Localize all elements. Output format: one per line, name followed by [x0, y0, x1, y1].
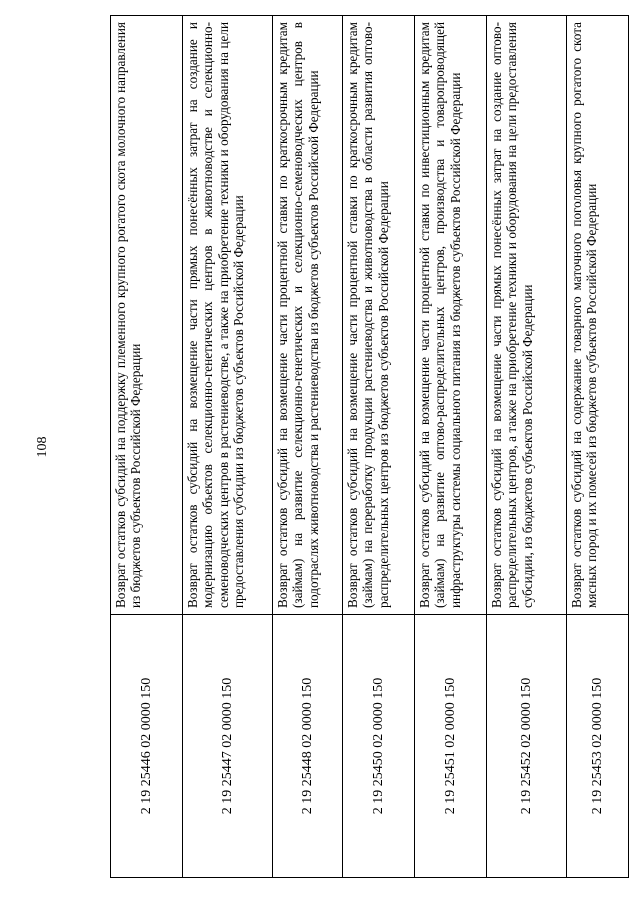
description-cell: Возврат остатков субсидий на возмещение части прямых понесённых затрат на создание и модернизацию объектов селекционно-генетических центров в животноводстве и селекционно-семеноводческих центров в растениеводстве, а также на приобретение техники и оборудования на цели предоставления субсидии из бюджетов субъектов Российской Федерации [183, 16, 273, 615]
budget-code-cell: 2 19 25450 02 0000 150 [343, 615, 415, 878]
table-row [567, 16, 629, 878]
description-cell: Возврат остатков субсидий на возмещение части прямых понесённых затрат на создание оптово-распределительных центров, а также на приобретение техники и оборудования на цели предоставления субсидии, из бюджетов субъектов Российской Федерации [487, 16, 567, 615]
table-row [183, 16, 273, 878]
table-row [273, 16, 343, 878]
page-number: 108 [35, 436, 50, 458]
description-cell: Возврат остатков субсидий на содержание товарного маточного поголовья крупного рогатого скота мясных пород и их помесей из бюджетов субъектов Российской Федерации [567, 16, 629, 615]
budget-codes-table-rotated [110, 15, 612, 878]
description-cell: Возврат остатков субсидий на возмещение части процентной ставки по инвестиционным кредитам (займам) на развитие оптово-распределительных центров, производства и товаропроводящей инфраструктуры системы социального питания из бюджетов субъектов Российской Федерации [415, 16, 487, 615]
table-row [487, 16, 567, 878]
budget-code-cell: 2 19 25452 02 0000 150 [487, 615, 567, 878]
budget-code-cell: 2 19 25447 02 0000 150 [183, 615, 273, 878]
budget-code-cell: 2 19 25448 02 0000 150 [273, 615, 343, 878]
table-row [111, 16, 183, 878]
budget-code-cell: 2 19 25453 02 0000 150 [567, 615, 629, 878]
budget-code-cell: 2 19 25446 02 0000 150 [111, 615, 183, 878]
budget-code-cell: 2 19 25451 02 0000 150 [415, 615, 487, 878]
description-cell: Возврат остатков субсидий на возмещение части процентной ставки по краткосрочным кредитам (займам) на развитие селекционно-генетических и селекционно-семеноводческих центров в подотраслях животноводства и растениеводства из бюджетов субъектов Российской Федерации [273, 16, 343, 615]
table-row [343, 16, 415, 878]
description-cell: Возврат остатков субсидий на возмещение части процентной ставки по краткосрочным кредитам (займам) на переработку продукции растениеводства и животноводства в области развития оптово-распределительных центров из бюджетов субъектов Российской Федерации [343, 16, 415, 615]
budget-codes-table [110, 15, 629, 878]
description-cell: Возврат остатков субсидий на поддержку племенного крупного рогатого скота молочного направления из бюджетов субъектов Российской Федерации [111, 16, 183, 615]
table-row [415, 16, 487, 878]
